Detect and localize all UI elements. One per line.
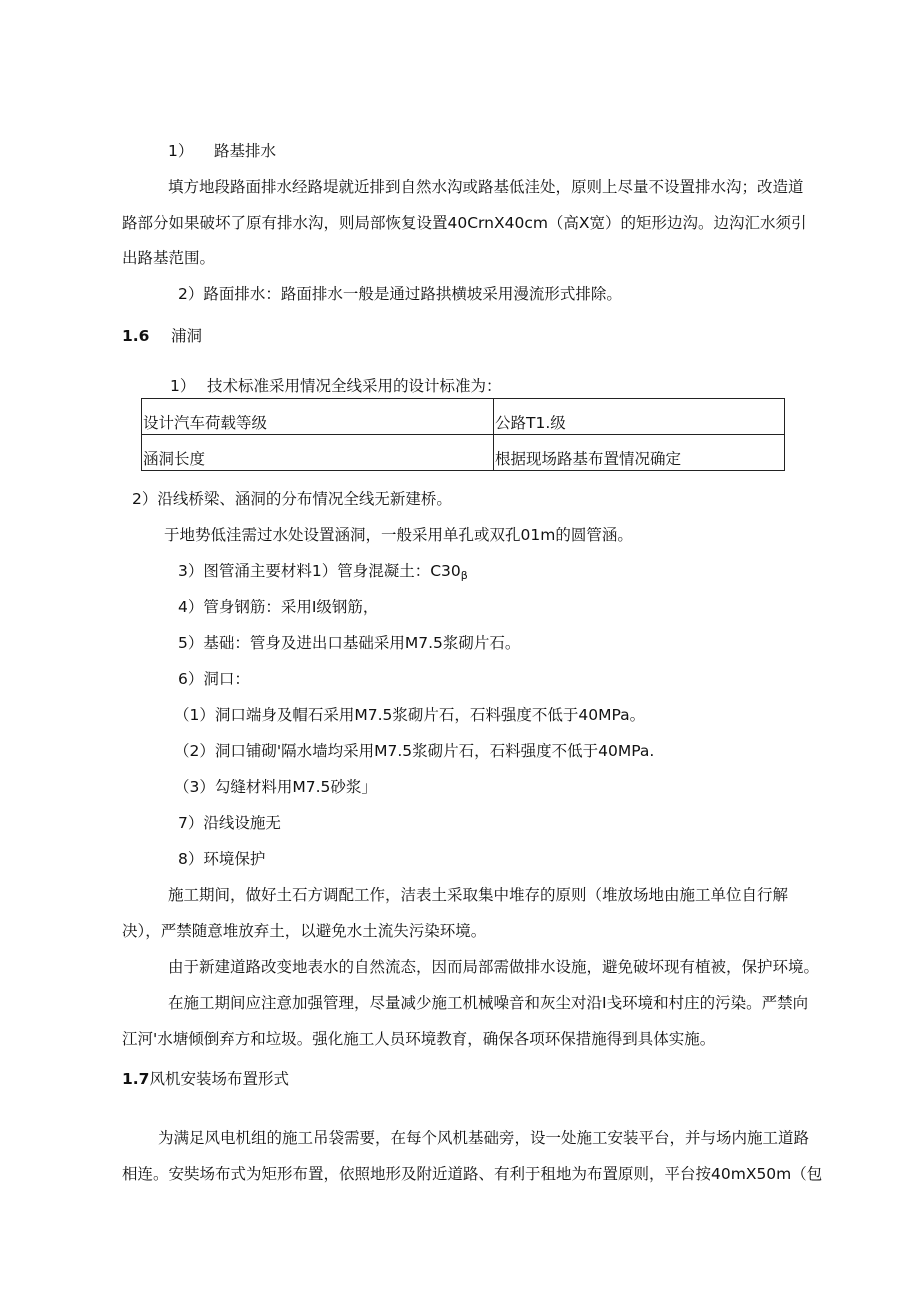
heading-title-1-6: 浦洞 [171,327,203,345]
heading-number-1-6: 1.6 [122,327,150,345]
paragraph-pavement-drainage: 2）路面排水：路面排水一般是通过路拱横坡采用漫流形式排除。 [178,285,622,303]
paragraph-surface-water: 由于新建道路改变地表水的自然流态，因而局部需做排水设施，避免破坏现有植被，保护环境。 [168,958,820,976]
section-title-roadbed-drainage: 路基排水 [214,142,277,160]
list-item-materials-text: 3）图管涌主要材料1）管身混凝土：C30 [178,562,461,580]
heading-number-1-7: 1.7 [122,1070,150,1088]
list-item-materials [178,560,468,587]
paragraph-fill-line-1: 填方地段路面排水经路堤就近排到自然水沟或路基低洼处，原则上尽量不设置排水沟；改造道 [168,178,804,196]
design-standard-table [141,398,785,471]
paragraph-installation-line-1: 为满足风电机组的施工吊袋需要，在每个风机基础旁，设一处施工安装平台，并与场内施工道路 [158,1129,810,1147]
tech-standard-text: 技术标准采用情况全线采用的设计标准为： [207,377,502,395]
paragraph-installation-line-2: 相连。安奘场布式为矩形布置，依照地形及附近道路、有利于租地为布置原则，平台按40mX50m（包 [122,1165,823,1183]
table-row [142,435,785,471]
table-cell: 根据现场路基布置情况确定 [494,435,785,471]
list-item-rebar: 4）管身钢筋：采用I级钢筋， [178,598,379,616]
list-item-materials-subscript: β [460,569,468,582]
table-cell: 涵洞长度 [142,435,494,471]
paragraph-fill-line-3: 出路基范围。 [122,249,216,267]
table-cell: 设计汽车荷载等级 [142,399,494,435]
paragraph-bridges-culverts: 2）沿线桥梁、涵洞的分布情况全线无新建桥。 [132,490,452,508]
list-item-opening-2: （2）洞口铺砌'隔水墙均采用M7.5浆砌片石，石料强度不低于40MPa. [174,742,655,760]
tech-standard-number: 1） [170,377,196,395]
list-item-facilities: 7）沿线设施无 [178,814,281,832]
paragraph-culvert-setup: 于地势低洼需过水处设置涵洞，一般采用单孔或双孔01m的圆管涵。 [164,526,633,544]
heading-title-1-7: 风机安装场布置形式 [149,1070,289,1088]
paragraph-fill-line-2: 路部分如果破坏了原有排水沟，则局部恢复设置40CrnX40cm（高X宽）的矩形边沟。边沟汇水须引 [122,214,807,232]
list-item-opening: 6）洞口： [178,670,250,688]
paragraph-management-line-2: 江河'水塘倾倒弃方和垃圾。强化施工人员环境教育，确保各项环保措施得到具体实施。 [122,1030,716,1048]
paragraph-management-line-1: 在施工期间应注意加强管理，尽量减少施工机械噪音和灰尘对沿I戋环境和村庄的污染。严禁向 [168,994,809,1012]
paragraph-construction-line-1: 施工期间，做好土石方调配工作，洁表土采取集中堆存的原则（堆放场地由施工单位自行解 [168,886,789,904]
list-item-opening-3: （3）勾缝材料用M7.5砂浆」 [174,778,377,796]
list-item-opening-1: （1）洞口端身及帽石采用M7.5浆砌片石，石料强度不低于40MPa。 [174,706,646,724]
table-row [142,399,785,435]
heading-1-7 [122,1068,289,1090]
list-item-environment: 8）环境保护 [178,850,266,868]
table-cell: 公路T1.级 [494,399,785,435]
paragraph-construction-line-2: 决），严禁随意堆放弃土，以避免水土流失污染环境。 [122,922,487,940]
section-number-1: 1） [168,142,194,160]
list-item-foundation: 5）基础：管身及进出口基础采用M7.5浆砌片石。 [178,634,521,652]
